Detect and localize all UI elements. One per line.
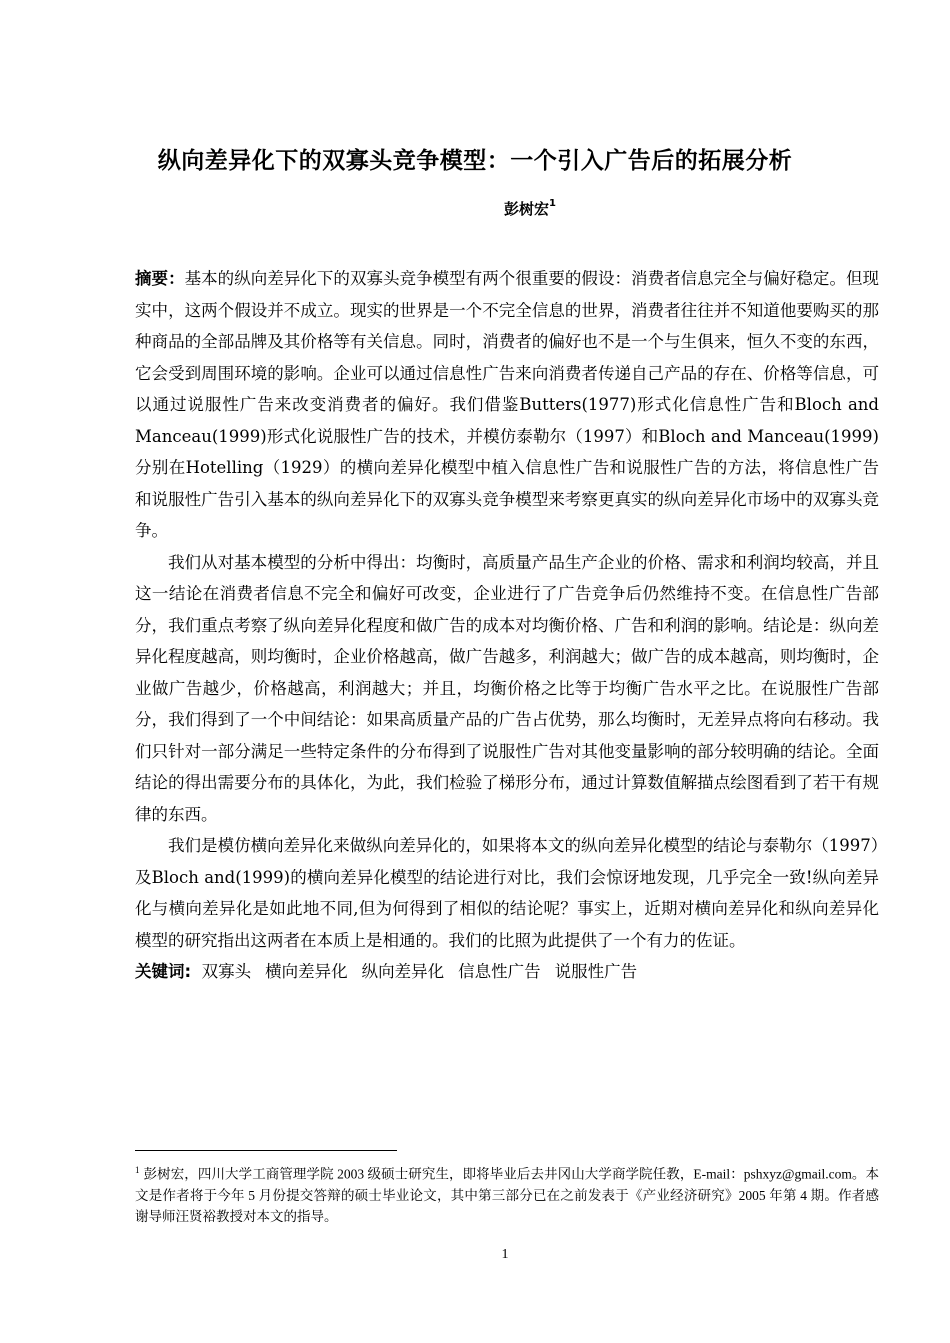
author-line [0, 198, 950, 219]
abstract-text-1: 基本的纵向差异化下的双寡头竞争模型有两个很重要的假设：消费者信息完全与偏好稳定。但现实中，这两个假设并不成立。现实的世界是一个不完全信息的世界，消费者往往并不知道他要购买的那种商品的全部品牌及其价格等有关信息。同时，消费者的偏好也不是一个与生俱来，恒久不变的东西，它会受到周围环境的影响。企业可以通过信息性广告来向消费者传递自己产品的存在、价格等信息，可以通过说服性广告来改变消费者的偏好。我们借鉴Butters(1977)形式化信息性广告和Bloch and Manceau(1999)形式化说服性广告的技术，并模仿泰勒尔（1997）和Bloch and Manceau(1999)分别在Hotelling（1929）的横向差异化模型中植入信息性广告和说服性广告的方法，将信息性广告和说服性广告引入基本的纵向差异化下的双寡头竞争模型来考察更真实的纵向差异化市场中的双寡头竞争。 [135, 269, 880, 540]
author-name: 彭树宏 [504, 200, 550, 218]
keyword-item: 双寡头 [201, 962, 252, 981]
abstract-paragraph-2: 我们从对基本模型的分析中得出：均衡时，高质量产品生产企业的价格、需求和利润均较高，并且这一结论在消费者信息不完全和偏好可改变，企业进行了广告竞争后仍然维持不变。在信息性广告部分，我们重点考察了纵向差异化程度和做广告的成本对均衡价格、广告和利润的影响。结论是：纵向差异化程度越高，则均衡时，企业价格越高，做广告越多，利润越大；做广告的成本越高，则均衡时，企业做广告越少，价格越高，利润越大；并且，均衡价格之比等于均衡广告水平之比。在说服性广告部分，我们得到了一个中间结论：如果高质量产品的广告占优势，那么均衡时，无差异点将向右移动。我们只针对一部分满足一些特定条件的分布得到了说服性广告对其他变量影响的部分较明确的结论。全面结论的得出需要分布的具体化，为此，我们检验了梯形分布，通过计算数值解描点绘图看到了若干有规律的东西。 [135, 552, 879, 824]
footnote [135, 1160, 879, 1227]
abstract-section [135, 263, 879, 988]
keyword-item: 纵向差异化 [361, 962, 445, 981]
keyword-item: 横向差异化 [265, 962, 348, 981]
abstract-label: 摘要： [135, 269, 185, 288]
keywords-line [135, 956, 879, 988]
keywords-separator: : [184, 962, 192, 981]
footnote-mark: 1 [135, 1165, 140, 1175]
page-number: 1 [501, 1247, 509, 1262]
abstract-paragraph-3: 我们是模仿横向差异化来做纵向差异化的，如果将本文的纵向差异化模型的结论与泰勒尔（1997）及Bloch and(1999)的横向差异化模型的结论进行对比，我们会惊讶地发现，几乎完全一致!纵向差异化与横向差异化是如此地不同,但为何得到了相似的结论呢？事实上，近期对横向差异化和纵向差异化模型的研究指出这两者在本质上是相通的。我们的比照为此提供了一个有力的佐证。 [135, 836, 879, 950]
footnote-divider [135, 1150, 397, 1151]
abstract-paragraph-1 [135, 263, 879, 547]
footnote-text: 彭树宏，四川大学工商管理学院 2003 级硕士研究生，即将毕业后去井冈山大学商学院任教，E-mail：pshxyz@gmail.com。本文是作者将于今年 5 月份提交答辩的硕士毕业论文，其中第三部分已在之前发表于《产业经济研究》2005 年第 4 期。作者感谢导师汪贤裕教授对本文的指导。 [135, 1166, 879, 1224]
keyword-item: 说服性广告 [554, 962, 638, 981]
paper-title: 纵向差异化下的双寡头竞争模型：一个引入广告后的拓展分析 [157, 148, 793, 174]
author-footnote-mark: 1 [549, 198, 556, 209]
keywords-label: 关键词 [135, 962, 185, 981]
keyword-item: 信息性广告 [458, 962, 541, 981]
